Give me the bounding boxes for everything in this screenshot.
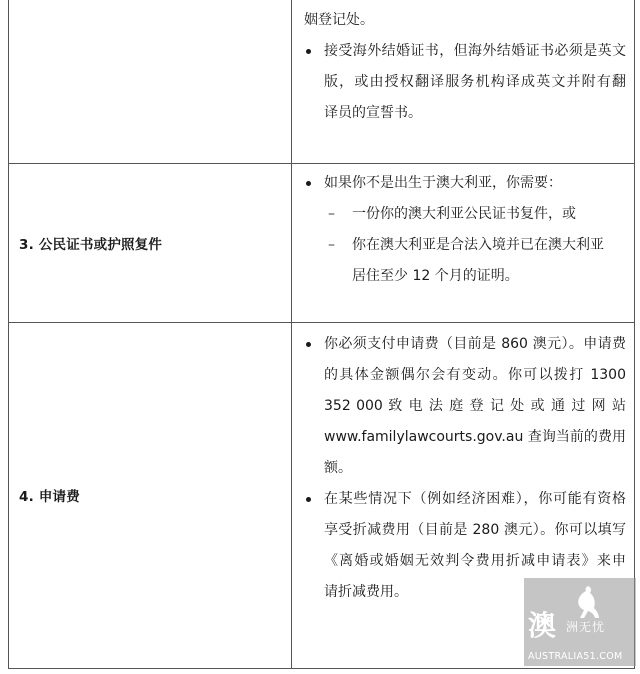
row-label: 3. 公民证书或护照复件 (19, 236, 163, 253)
requirements-table (8, 0, 635, 669)
label-cell (9, 163, 292, 322)
row-label (9, 75, 19, 91)
text-line: 额。 (324, 459, 352, 476)
label-cell (9, 322, 292, 668)
text-line: 请折减费用。 (324, 583, 408, 600)
row-label: 4. 申请费 (19, 489, 80, 505)
text-line: 享受折减费用（目前是 280 澳元）。你可以填写 (324, 521, 626, 538)
table-row (9, 0, 635, 163)
bullet-item: 你必须支付申请费（目前是 860 澳元）。申请费 (304, 329, 626, 360)
bullet-item: 接受海外结婚证书，但海外结婚证书必须是英文 (304, 36, 626, 67)
watermark-url: AUSTRALIA51.COM (528, 651, 623, 662)
site-watermark (524, 578, 636, 666)
kangaroo-icon (570, 584, 600, 620)
text-line: 的具体金额偶尔会有变动。你可以拨打 1300 (324, 366, 626, 383)
text-line: 352 000 致 电 法 庭 登 记 处 或 通 过 网 站 (324, 397, 626, 414)
bullet-item: 如果你不是出生于澳大利亚，你需要： (304, 168, 626, 199)
dash-item: – 你在澳大利亚是合法入境并已在澳大利亚 (304, 230, 626, 261)
content-cell (292, 0, 635, 163)
text-line: 姻登记处。 (304, 12, 374, 28)
watermark-char: 澳 (528, 609, 557, 642)
label-cell (9, 0, 292, 163)
text-line: 《离婚或婚姻无效判令费用折减申请表》来申 (324, 552, 626, 569)
dash-item: – 一份你的澳大利亚公民证书复件，或 (304, 199, 626, 230)
text-line: 居住至少 12 个月的证明。 (352, 267, 519, 284)
watermark-text: 洲无忧 (566, 620, 606, 634)
table-row (9, 163, 635, 322)
text-line: 版，或由授权翻译服务机构译成英文并附有翻 (324, 74, 626, 90)
text-line: 译员的宣誓书。 (324, 105, 422, 121)
content-cell (292, 163, 635, 322)
bullet-item: 在某些情况下（例如经济困难），你可能有资格 (304, 484, 626, 515)
text-line: www.familylawcourts.gov.au 查询当前的费用 (324, 428, 626, 445)
